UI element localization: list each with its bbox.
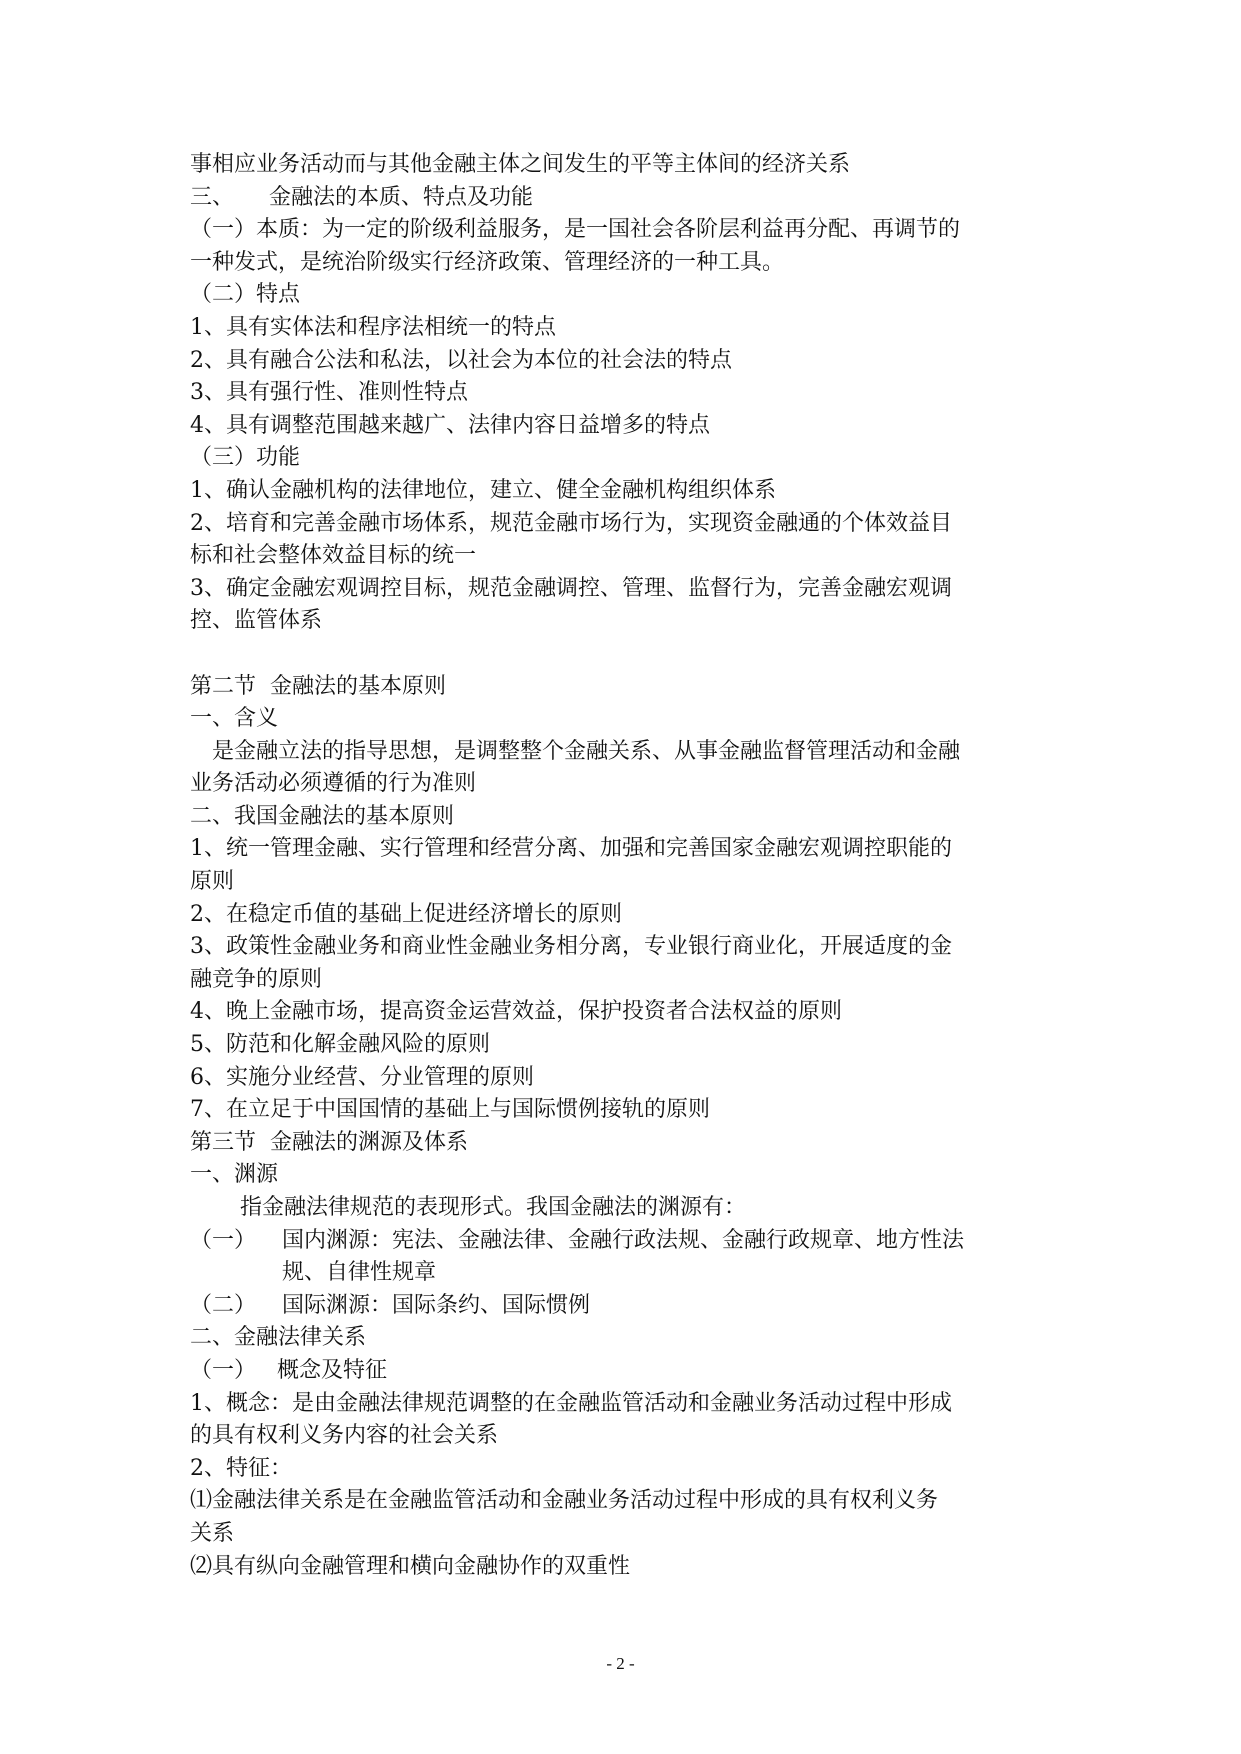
list-item: 2、特征： xyxy=(190,1455,292,1481)
page-number: - 2 - xyxy=(606,1654,635,1673)
text-line: 标和社会整体效益目标的统一 xyxy=(190,543,477,569)
list-item: 4、晚上金融市场，提高资金运营效益，保护投资者合法权益的原则 xyxy=(190,999,842,1025)
list-item: 6、实施分业经营、分业管理的原则 xyxy=(190,1064,534,1090)
document-body xyxy=(190,149,1070,1583)
item-tag: （二） xyxy=(190,1292,257,1318)
list-item: 3、确定金融宏观调控目标，规范金融调控、管理、监督行为，完善金融宏观调 xyxy=(190,575,952,601)
subheading: （二）特点 xyxy=(190,282,301,308)
list-item: ⑴金融法律关系是在金融监管活动和金融业务活动过程中形成的具有权利义务 xyxy=(190,1488,939,1514)
blank-line xyxy=(190,638,1070,671)
list-item: 1、概念：是由金融法律规范调整的在金融监管活动和金融业务活动过程中形成 xyxy=(190,1390,952,1416)
subheading: （三）功能 xyxy=(190,445,301,471)
section-heading: 三、 金融法的本质、特点及功能 xyxy=(190,184,533,210)
subheading: 二、我国金融法的基本原则 xyxy=(190,803,455,829)
list-item: 4、具有调整范围越来越广、法律内容日益增多的特点 xyxy=(190,412,710,438)
section-heading: 第三节 金融法的渊源及体系 xyxy=(190,1129,468,1155)
subheading: 一、渊源 xyxy=(190,1162,279,1188)
list-item: 1、具有实体法和程序法相统一的特点 xyxy=(190,314,556,340)
text-line: 融竞争的原则 xyxy=(190,966,323,992)
subheading: （一） 概念及特征 xyxy=(190,1357,387,1383)
section-heading: 第二节 金融法的基本原则 xyxy=(190,673,446,699)
text-line: 事相应业务活动而与其他金融主体之间发生的平等主体间的经济关系 xyxy=(190,152,851,177)
text-line: 关系 xyxy=(190,1520,235,1546)
text-line: （一）本质：为一定的阶级利益服务，是一国社会各阶层利益再分配、再调节的 xyxy=(190,217,961,243)
text-line: 的具有权利义务内容的社会关系 xyxy=(190,1423,499,1449)
list-item: 2、在稳定币值的基础上促进经济增长的原则 xyxy=(190,901,622,927)
item-text: 国内渊源：宪法、金融法律、金融行政法规、金融行政规章、地方性法 xyxy=(282,1227,965,1253)
list-item: 2、培育和完善金融市场体系，规范金融市场行为，实现资金融通的个体效益目 xyxy=(190,510,952,536)
list-item: 2、具有融合公法和私法，以社会为本位的社会法的特点 xyxy=(190,347,732,373)
subheading: 一、含义 xyxy=(190,706,279,732)
text-line: 一种发式，是统治阶级实行经济政策、管理经济的一种工具。 xyxy=(190,249,785,275)
subheading: 二、金融法律关系 xyxy=(190,1325,367,1351)
list-item: 7、在立足于中国国情的基础上与国际惯例接轨的原则 xyxy=(190,1097,710,1123)
text-line: 是金融立法的指导思想，是调整整个金融关系、从事金融监督管理活动和金融 xyxy=(212,738,961,764)
item-tag: （一） xyxy=(190,1227,257,1253)
item-text: 国际渊源：国际条约、国际惯例 xyxy=(282,1292,591,1318)
list-item: 5、防范和化解金融风险的原则 xyxy=(190,1032,490,1058)
text-line: 规、自律性规章 xyxy=(282,1260,437,1286)
text-line: 业务活动必须遵循的行为准则 xyxy=(190,771,477,797)
list-item: ⑵具有纵向金融管理和横向金融协作的双重性 xyxy=(190,1553,631,1579)
list-item: 3、具有强行性、准则性特点 xyxy=(190,380,468,406)
text-line: 控、监管体系 xyxy=(190,608,323,634)
list-item: 1、统一管理金融、实行管理和经营分离、加强和完善国家金融宏观调控职能的 xyxy=(190,836,952,862)
numbered-item xyxy=(190,1225,1070,1258)
list-item: 1、确认金融机构的法律地位，建立、健全金融机构组织体系 xyxy=(190,477,776,503)
text-line: 指金融法律规范的表现形式。我国金融法的渊源有： xyxy=(240,1195,747,1220)
numbered-item xyxy=(190,1290,1070,1323)
list-item: 3、政策性金融业务和商业性金融业务相分离，专业银行商业化，开展适度的金 xyxy=(190,934,952,960)
text-line: 原则 xyxy=(190,869,235,895)
